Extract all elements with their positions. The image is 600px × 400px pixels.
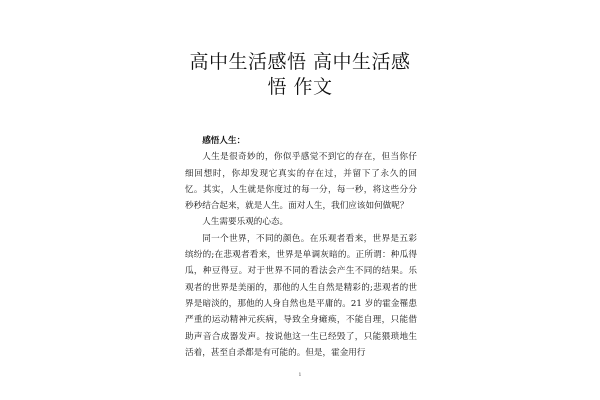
paragraph: 人生是很奇妙的，你似乎感觉不到它的存在，但当你仔细回想时，你却发现它真实的存在过，并留下了永久的回忆。其实，人生就是你度过的每一分，每一秒，将这些分分秒秒结合起来，就是人生。面对人生，我们应该如何做呢？: [185, 152, 417, 212]
title-line: 高中生活感悟 高中生活感: [189, 51, 411, 73]
title-line: 悟 作文: [267, 76, 333, 98]
document-body: [185, 133, 417, 361]
page-number: 1: [298, 372, 302, 378]
section-heading: 感悟人生：: [202, 136, 246, 146]
paragraph: 同一个世界，不同的颜色。在乐观者看来，世界是五彩缤纷的;在悲观者看来，世界是单调灰暗的。正所谓：种瓜得瓜，种豆得豆。对于世界不同的看法会产生不同的结果。乐观者的世界是美丽的，那他的人生自然是精彩的;悲观者的世界是暗淡的，那他的人身自然也是平庸的。21 岁的霍金罹患严重的运动精神元疾病，导致全身瘫痪，不能自理，只能借助声音合成器发声。按说他这一生已经毁了，只能猥琐地生活着，甚至自杀都是有可能的。但是，霍金用行: [185, 233, 417, 358]
document-title: [150, 50, 450, 100]
paragraph: 人生需要乐观的心态。: [202, 217, 289, 228]
